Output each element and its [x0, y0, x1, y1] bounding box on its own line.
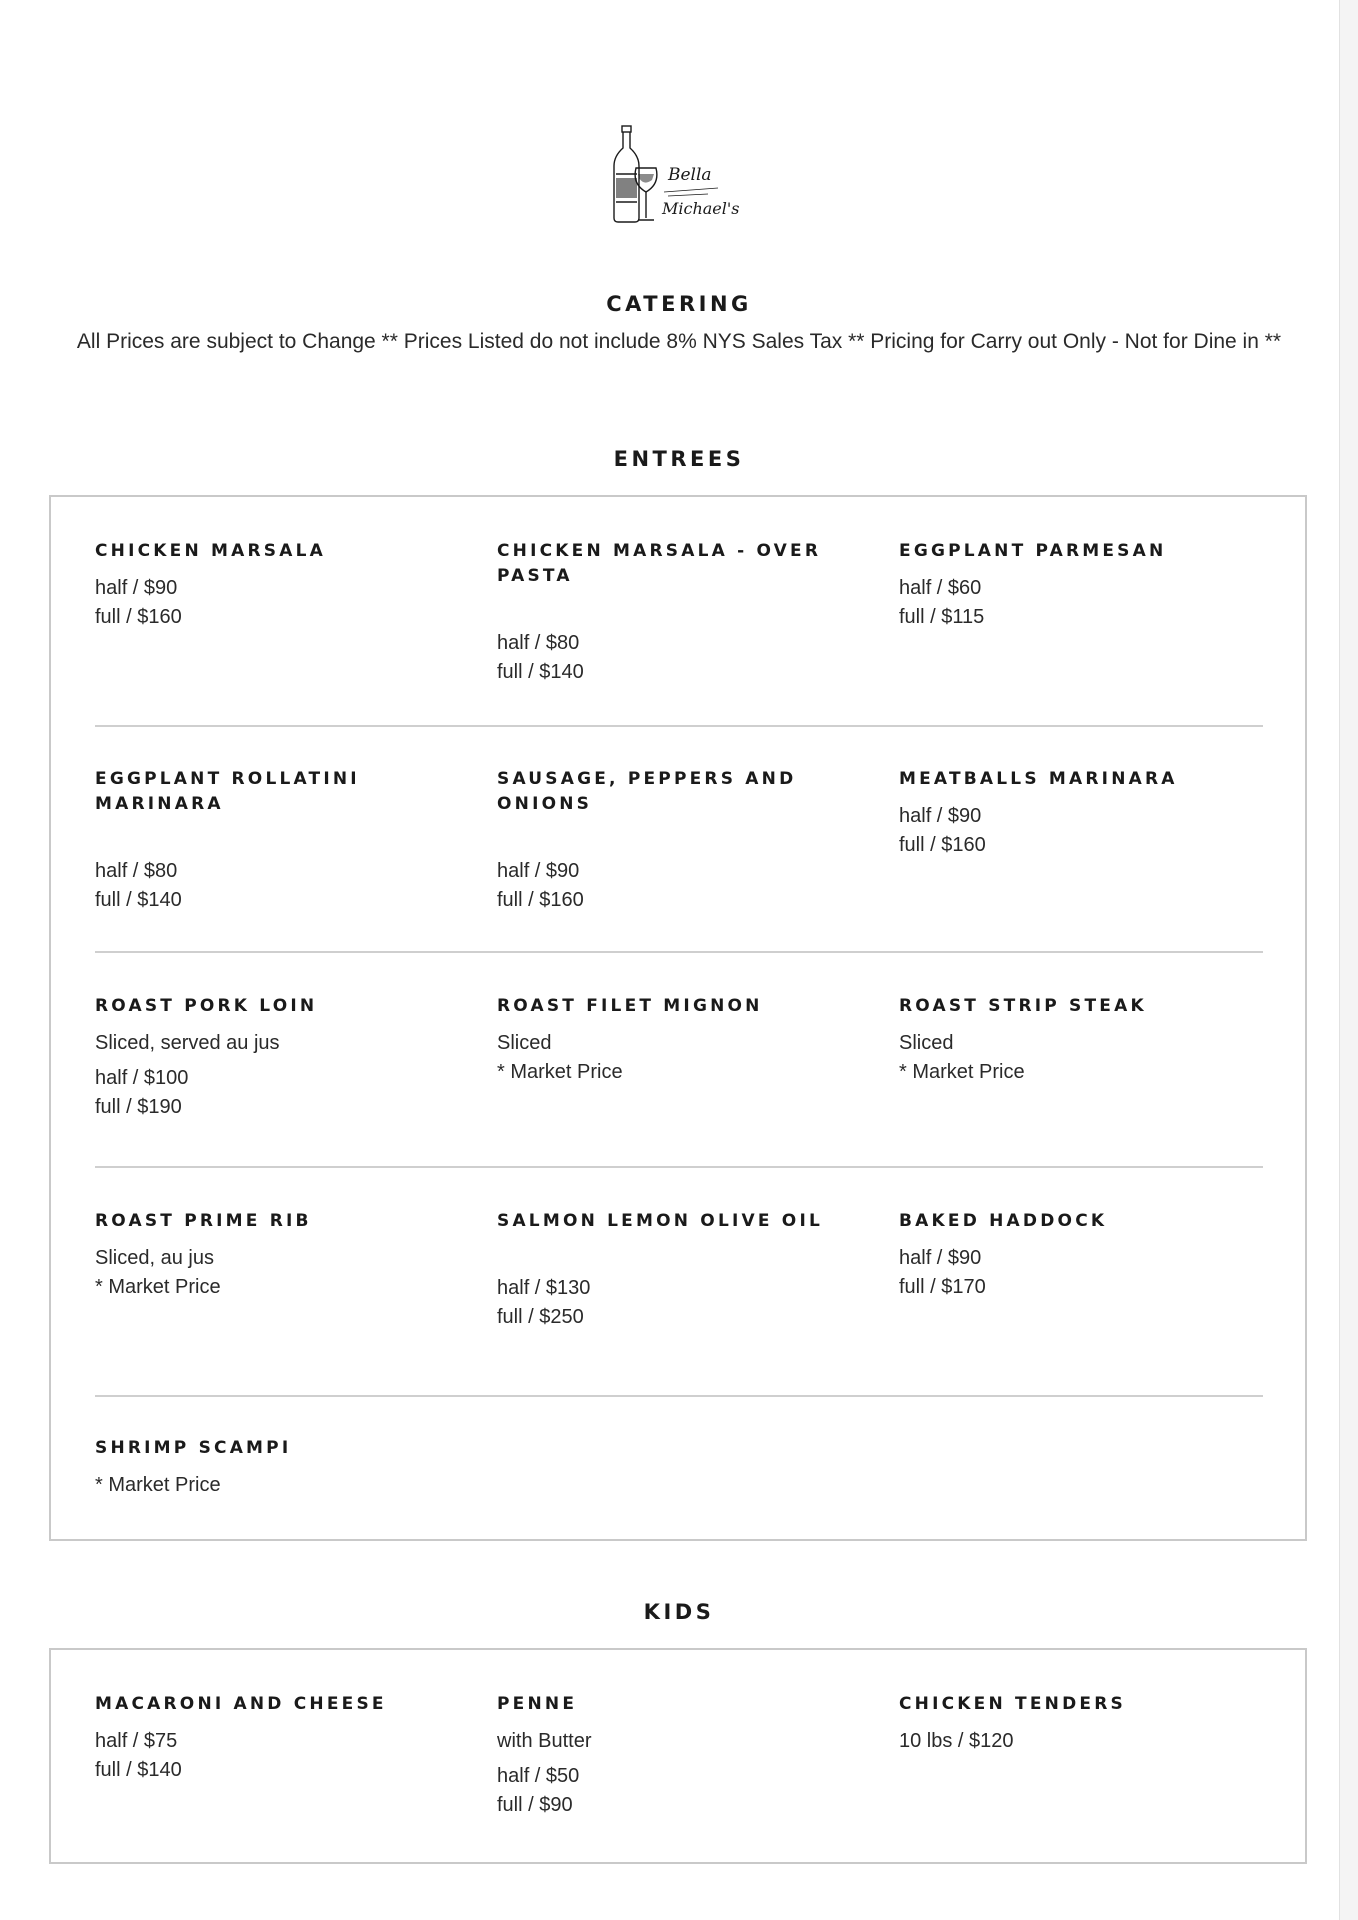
item-prices — [497, 1762, 857, 1820]
item-prices — [95, 1064, 455, 1122]
item-description — [497, 1029, 857, 1087]
menu-item — [497, 994, 857, 1087]
item-description: Sliced, served au jus — [95, 1032, 280, 1054]
menu-item — [899, 767, 1259, 860]
half-price: half / $100 — [95, 1067, 189, 1089]
entrees-box — [49, 495, 1307, 1541]
item-prices — [899, 1244, 1259, 1302]
half-price: half / $90 — [497, 860, 580, 882]
entrees-row-2 — [95, 767, 1263, 953]
item-name: CHICKEN TENDERS — [899, 1694, 1126, 1714]
item-prices — [95, 574, 455, 632]
item-name: SALMON LEMON OLIVE OIL — [497, 1211, 824, 1231]
full-price: full / $160 — [899, 834, 986, 856]
item-name: EGGPLANT PARMESAN — [899, 541, 1167, 561]
item-prices — [899, 574, 1259, 632]
full-price: full / $90 — [497, 1794, 573, 1816]
half-price: half / $80 — [497, 632, 580, 654]
menu-item — [899, 1209, 1259, 1302]
full-price: full / $140 — [95, 1759, 182, 1781]
section-title-entrees: ENTREES — [613, 447, 745, 471]
menu-item — [497, 1692, 857, 1820]
menu-item — [95, 1692, 455, 1785]
item-name: ROAST PORK LOIN — [95, 996, 318, 1016]
section-title-kids: KIDS — [643, 1600, 715, 1624]
half-price: half / $90 — [95, 577, 178, 599]
description-text: Sliced, au jus — [95, 1247, 214, 1269]
description-text: Sliced — [899, 1032, 954, 1054]
market-price: * Market Price — [95, 1474, 221, 1496]
item-name: EGGPLANT ROLLATINI MARINARA — [95, 769, 360, 814]
item-name: SAUSAGE, PEPPERS AND ONIONS — [497, 769, 797, 814]
entrees-row-1 — [95, 539, 1263, 727]
menu-item — [899, 1692, 1259, 1756]
item-prices — [497, 857, 857, 915]
item-name: ROAST FILET MIGNON — [497, 996, 763, 1016]
item-name: CHICKEN MARSALA - OVER PASTA — [497, 541, 822, 586]
svg-text:Michael's: Michael's — [662, 199, 740, 218]
item-description — [95, 1244, 455, 1302]
full-price: full / $140 — [95, 889, 182, 911]
menu-item — [95, 994, 455, 1122]
half-price: half / $50 — [497, 1765, 580, 1787]
item-name: ROAST PRIME RIB — [95, 1211, 312, 1231]
item-name: ROAST STRIP STEAK — [899, 996, 1147, 1016]
full-price: full / $250 — [497, 1306, 584, 1328]
wine-bottle-glass-logo-icon — [608, 122, 748, 232]
entrees-row-3 — [95, 994, 1263, 1168]
half-price: half / $130 — [497, 1277, 591, 1299]
half-price: half / $90 — [899, 805, 982, 827]
full-price: full / $160 — [497, 889, 584, 911]
menu-item — [497, 539, 857, 687]
page-edge — [1339, 0, 1358, 1920]
full-price: full / $115 — [899, 606, 985, 628]
menu-item — [497, 1209, 857, 1332]
menu-item — [95, 1209, 455, 1302]
pricing-notice: All Prices are subject to Change ** Prices Listed do not include 8% NYS Sales Tax ** Pricing for Carry out Only - Not for Dine in ** — [76, 330, 1282, 353]
menu-item — [497, 767, 857, 915]
market-price: * Market Price — [899, 1061, 1025, 1083]
full-price: full / $160 — [95, 606, 182, 628]
svg-text:Bella: Bella — [668, 165, 712, 185]
item-description — [899, 1029, 1259, 1087]
item-name: BAKED HADDOCK — [899, 1211, 1108, 1231]
entrees-row-5 — [95, 1436, 1263, 1516]
kids-box — [49, 1648, 1307, 1864]
half-price: half / $60 — [899, 577, 982, 599]
half-price: half / $90 — [899, 1247, 982, 1269]
item-name: CHICKEN MARSALA — [95, 541, 326, 561]
menu-item — [899, 994, 1259, 1087]
item-name: MACARONI AND CHEESE — [95, 1694, 387, 1714]
full-price: full / $140 — [497, 661, 584, 683]
item-prices — [899, 802, 1259, 860]
entrees-row-4 — [95, 1209, 1263, 1397]
full-price: full / $190 — [95, 1096, 182, 1118]
item-prices — [95, 857, 455, 915]
half-price: half / $75 — [95, 1730, 178, 1752]
item-description: with Butter — [497, 1730, 592, 1752]
menu-item — [95, 767, 455, 915]
item-prices — [497, 1274, 857, 1332]
full-price: full / $170 — [899, 1276, 986, 1298]
menu-item — [95, 1436, 455, 1500]
item-name: MEATBALLS MARINARA — [899, 769, 1178, 789]
item-price: 10 lbs / $120 — [899, 1730, 1014, 1752]
market-price: * Market Price — [95, 1276, 221, 1298]
half-price: half / $80 — [95, 860, 178, 882]
item-name: PENNE — [497, 1694, 578, 1714]
kids-row-1 — [95, 1692, 1263, 1852]
market-price: * Market Price — [497, 1061, 623, 1083]
description-text: Sliced — [497, 1032, 552, 1054]
item-name: SHRIMP SCAMPI — [95, 1438, 292, 1458]
menu-item — [899, 539, 1259, 632]
menu-item — [95, 539, 455, 632]
item-prices — [497, 629, 857, 687]
page-title: CATERING — [606, 292, 752, 316]
item-prices — [95, 1727, 455, 1785]
restaurant-logo — [608, 122, 748, 232]
